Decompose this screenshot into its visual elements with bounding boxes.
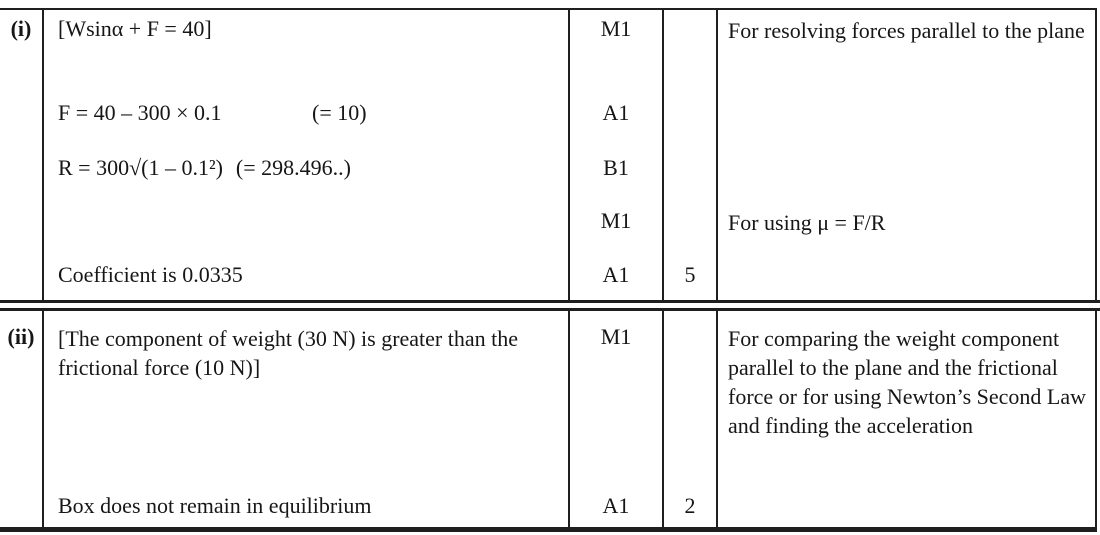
table-top-border — [0, 8, 1097, 10]
total-marks: 2 — [684, 493, 696, 518]
working-line — [58, 100, 367, 126]
part-label: (i) — [10, 16, 32, 41]
mark-code: B1 — [603, 155, 629, 180]
mark-code: M1 — [600, 324, 632, 349]
working-formula: F = 40 – 300 × 0.1 — [58, 100, 222, 125]
working-line — [58, 155, 351, 181]
section-divider — [0, 300, 1100, 311]
working-note: (= 10) — [312, 100, 367, 125]
working-note: (= 298.496..) — [235, 155, 351, 180]
mark-code: M1 — [600, 208, 632, 233]
comment-text: For resolving forces parallel to the plane — [728, 18, 1085, 43]
table-bottom-border — [0, 527, 1097, 532]
mark-code: A1 — [602, 100, 630, 125]
total-marks: 5 — [684, 262, 696, 287]
working-line: Coefficient is 0.0335 — [58, 262, 243, 287]
comment-text: For comparing the weight component parallel to the plane and the frictional force or for using Newton’s Second Law and finding the acceleration — [728, 326, 1087, 438]
table-right-border — [1095, 8, 1097, 529]
working-line: [The component of weight (30 N) is greater than the frictional force (10 N)] — [58, 326, 519, 380]
working-line: Box does not remain in equilibrium — [58, 493, 372, 518]
part-label: (ii) — [7, 324, 35, 349]
mark-code: A1 — [602, 493, 630, 518]
working-line: [Wsinα + F = 40] — [58, 16, 212, 41]
comment-text: For using μ = F/R — [728, 210, 886, 235]
column-divider-label — [42, 8, 44, 527]
column-divider-comments — [716, 8, 718, 527]
mark-code: A1 — [602, 262, 630, 287]
mark-code: M1 — [600, 16, 632, 41]
working-formula: R = 300√(1 – 0.1²) — [58, 155, 223, 180]
